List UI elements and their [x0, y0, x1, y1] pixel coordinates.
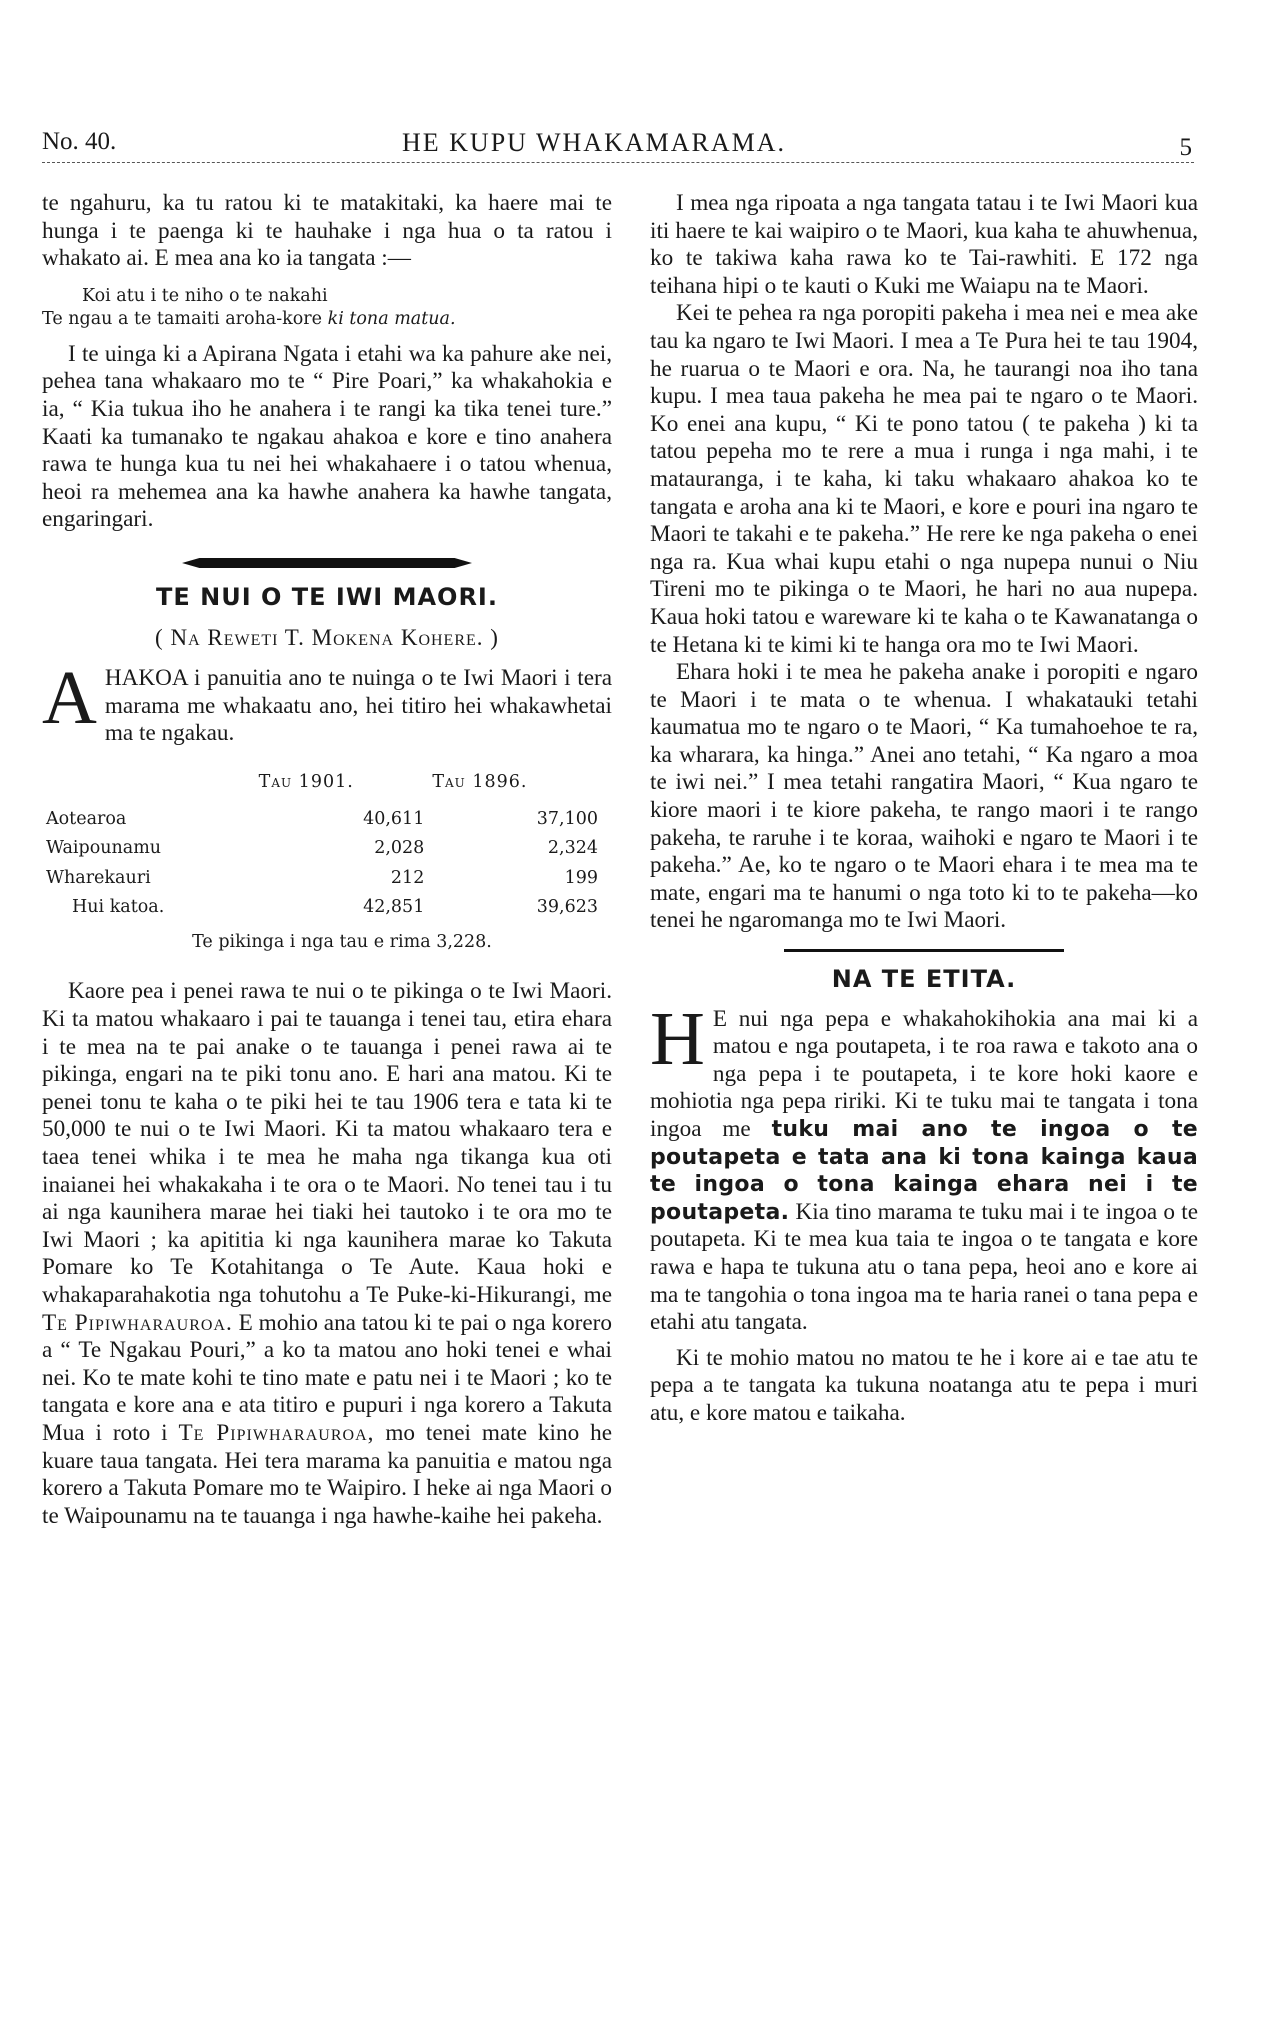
value-1901: 40,611 — [363, 808, 425, 829]
publication-title: HE KUPU WHAKAMARAMA. — [402, 128, 787, 157]
value-1901: 2,028 — [374, 838, 425, 859]
paragraph: Ehara hoki i te mea he pakeha anake i poropiti e ngaro te Maori i te mata o te whenua. I whakatauki tetahi kaumatua mo te ngaro o te Maori, “ Ka tumahoehoe te ra, ka wharara, ka hinga.” Anei ano tetahi, “ Ka ngaro a moa te iwi nei.” I mea tetahi rangatira Maori, “ Kua ngaro te kiore maori i te kiore pakeha, te rango maori i te rango pakeha, te raruhe i te koraa, waihoki e ngaro te Maori i te pakeha.” Ae, ko te ngaro o te Maori ehara i te mea ma te mate, engari ma te hanumi o nga toto ki to te pakeha—ko tenei he ngaromanga mo te Iwi Maori. — [650, 659, 1198, 934]
value-1896: 39,623 — [536, 897, 598, 918]
census-table — [42, 768, 602, 923]
paragraph: I mea nga ripoata a nga tangata tatau i te Iwi Maori kua iti haere te kai waipiro o te Maori, kua kaha te ahuwhenua, ko te takiwa kaha rawa ko te Tai-rawhiti. E 172 nga teihana hipi o te kauti o Kuki me Waiapu na te Maori. — [650, 190, 1198, 299]
emphasized-text: tuku mai ano te ingoa o te poutapeta e tata ana ki tona kainga kaua te ingoa o tona kainga ehara nei i te poutapeta. — [650, 1117, 1198, 1225]
paragraph-text: mo tenei mate kino he kuare taua tangata. Hei tera marama ka panuitia e matou nga korero a Takuta Pomare mo te Waipiro. I heke ai nga Maori o te Waipounamu na te tauanga i nga hawhe-kaihe hei pakeha. — [42, 1419, 612, 1529]
value-1896: 37,100 — [536, 808, 598, 829]
section-divider — [784, 949, 1064, 952]
paragraph-with-dropcap — [42, 656, 612, 748]
verse-italic: ki tona matua. — [327, 308, 456, 329]
paragraph-text: HAKOA i panuitia ano te nuinga o te Iwi Maori i tera marama me whakaatu ano, hei titiro hei whakawhetai ma te ngakau. — [104, 665, 612, 747]
table-row — [42, 834, 602, 864]
publication-name: Te Pipiwharauroa. — [42, 1309, 233, 1336]
paragraph-text: E nui nga pepa e whakahokihokia ana mai ki a matou e nga poutapeta, i te roa rawa e takoto ana o nga pepa i te poutapeta, i te kore hoki kaore e mohiotia nga pepa ririki. Ki te tuku mai te tangata i tona ingoa me — [650, 1005, 1198, 1142]
column-header: Tau 1901. — [258, 771, 354, 792]
byline: ( Na Reweti T. Mokena Kohere. ) — [155, 624, 499, 650]
page-number: 5 — [1179, 134, 1192, 161]
value-1901: 212 — [390, 867, 425, 888]
region-name: Wharekauri — [46, 867, 151, 888]
section-heading: TE NUI O TE IWI MAORI. — [156, 582, 498, 611]
section-heading: NA TE ETITA. — [831, 965, 1017, 994]
page-header — [42, 128, 1192, 162]
value-1896: 2,324 — [547, 838, 598, 859]
paragraph — [42, 978, 612, 1530]
table-row — [42, 805, 602, 835]
right-column — [650, 190, 1198, 1428]
left-column — [42, 190, 612, 1530]
column-header: Tau 1896. — [432, 771, 528, 792]
table-row-total — [42, 893, 602, 923]
verse-line: Koi atu i te niho o te nakahi — [82, 285, 328, 306]
quoted-verse — [42, 285, 612, 331]
region-name: Hui katoa. — [72, 897, 165, 918]
table-caption: Te pikinga i nga tau e rima 3,228. — [192, 931, 492, 952]
paragraph-with-dropcap — [650, 996, 1198, 1337]
issue-number: No. 40. — [42, 128, 117, 155]
drop-cap: H — [650, 996, 705, 1081]
header-rule — [42, 162, 1194, 163]
section-divider — [182, 558, 472, 568]
table-row — [42, 864, 602, 894]
region-name: Aotearoa — [46, 808, 127, 829]
drop-cap: A — [42, 656, 97, 741]
paragraph: Ki te mohio matou no matou te he i kore ai e tae atu te pepa a te tangata ka tukuna noatanga atu te pepa i muri atu, e kore matou e taikaha. — [650, 1344, 1198, 1426]
publication-name: Te Pipiwharauroa, — [178, 1419, 375, 1446]
paragraph: Kei te pehea ra nga poropiti pakeha i mea nei e mea ake tau ka ngaro te Iwi Maori. I mea a Te Pura hei te tau 1904, he ruarua o te Maori e ora. Na, he taurangi noa iho tana kupu. I mea taua pakeha he mea pai te ngaro o te Maori. Ko enei ana kupu, “ Ki te pono tatou ( te pakeha ) ki ta tatou pepeha mo te rere a mua i runga i nga mahi, i te matauranga, i te kaha, ki taku whakaaro ahakoa ko te tangata e aroha ana ki te Maori, e kore e pouri ina ngaro te Maori te takahi e te pakeha.” He rere ke nga pakeha o enei nga ra. Kua whai kupu etahi o nga nupepa nunui o Niu Tireni mo te pikinga o te Maori, he hari no aua nupepa. Kaua hoki tatou e wareware ki te kaha o te Kawanatanga o te Hetana ki te kimi ki te hanga ora mo te Iwi Maori. — [650, 300, 1198, 658]
value-1901: 42,851 — [363, 897, 425, 918]
value-1896: 199 — [564, 867, 598, 888]
verse-line — [42, 308, 612, 331]
paragraph: te ngahuru, ka tu ratou ki te matakitaki, ka haere mai te hunga i te paenga ki te hauhake i nga hua o ta ratou i whakato ai. E mea ana ko ia tangata :— — [42, 190, 612, 272]
paragraph-text: Kaore pea i penei rawa te nui o te pikinga o te Iwi Maori. Ki ta matou whakaaro i pai te tauanga i tenei tau, etira ehara i te mea na te pai anake o te tauanga i penei rawa ai te pikinga, engari na te piki tonu ano. E hari ana matou. Ki te penei tonu te kaha o te piki hei te tau 1906 tera e tata ki te 50,000 te nui o te Iwi Maori. Ki ta matou whakaaro tera e taea tenei whika i te mea he maha nga tikanga kua oti inaianei hei whakakaha i te ora o te Maori. No tenei tau i tu ai nga kaunihera marae hei tiaki hei tautoko i te ora mo te Iwi Maori ; ka apititia ki nga kaunihera marae ko Takuta Pomare ko Te Kotahitanga o Te Aute. Kaua hoki e whakaparahakotia nga tohutohu a Te Puke-ki-Hikurangi, me — [42, 978, 612, 1308]
region-name: Waipounamu — [46, 838, 162, 859]
paragraph: I te uinga ki a Apirana Ngata i etahi wa ka pahure ake nei, pehea tana whakaaro mo te “ Pire Poari,” ka whakahokia e ia, “ Kia tukua iho he anahera i te rangi ka tika tenei ture.” Kaati ka tumanako te ngakau ahakoa e kore e tino anahera rawa te hunga kua tu nei hei whakahaere i o tatou whenua, heoi ra mehemea ana ka hawhe anahera ka hawhe tangata, engaringari. — [42, 340, 612, 533]
verse-text: Te ngau a te tamaiti aroha-kore — [42, 308, 328, 329]
table-header-row — [42, 768, 602, 805]
paragraph-text: E mohio ana tatou ki te pai o nga korero a “ Te Ngakau Pouri,” a ko ta matou ano hoki tenei e whai nei. Ko te mate kohi te tino mate e patu nei i te Maori ; ko te tangata e kore ana e ata titiro e pupuri i nga korero a Takuta Mua i roto i — [42, 1309, 612, 1446]
paragraph-text: Kia tino marama te tuku mai i te ingoa o te poutapeta. Ki te mea kua taia te ingoa o te tangata e kore rawa e hapa te tukuna atu o tana pepa, heoi ano e kore ai ma te tangohia o tona ingoa ma te haria ranei o tana pepa e etahi atu tangata. — [650, 1198, 1198, 1336]
